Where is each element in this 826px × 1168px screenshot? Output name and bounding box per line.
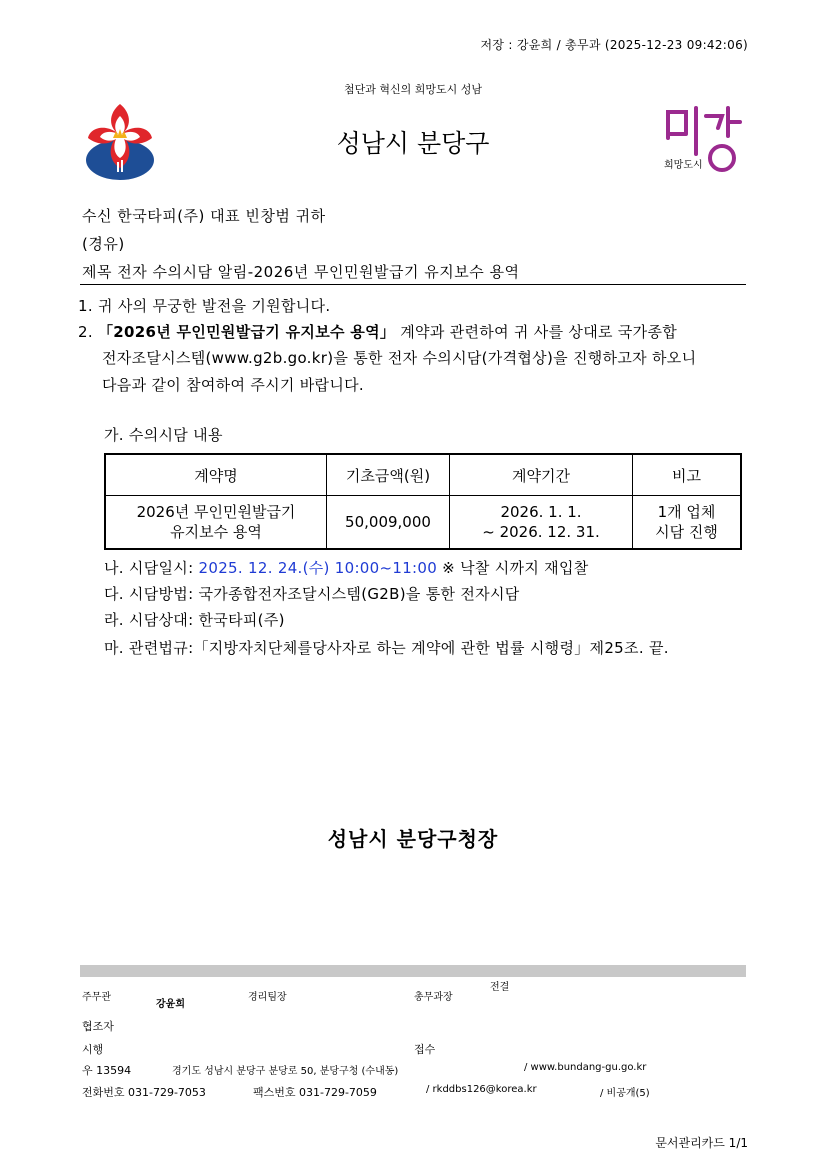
address: 경기도 성남시 분당구 분당로 50, 분당구청 (수내동) [172, 1066, 399, 1077]
drafter-name: 강윤희 [156, 999, 185, 1010]
reviewer-title: 경리팀장 [248, 992, 287, 1003]
paragraph-1: 1. 귀 사의 무궁한 발전을 기원합니다. [78, 297, 331, 315]
table-row [105, 496, 741, 550]
col-header-contract-name: 계약명 [105, 454, 327, 496]
col-header-base-amount: 기초금액(원) [327, 454, 450, 496]
subject-line: 제목 전자 수의시담 알림-2026년 무인민원발급기 유지보수 용역 [82, 263, 520, 281]
fax-number: 팩스번호 031-729-7059 [253, 1086, 377, 1099]
receipt-label: 접수 [414, 1043, 436, 1056]
email-link[interactable]: / rkddbs126@korea.kr [426, 1084, 537, 1095]
cell-contract-period [450, 496, 633, 550]
hope-city-brand-logo [664, 104, 746, 180]
via-line: (경유) [82, 235, 125, 253]
col-header-contract-period: 계약기간 [450, 454, 633, 496]
paragraph-2-number: 2. [78, 323, 93, 341]
section-ra: 라. 시담상대: 한국타피(주) [104, 611, 285, 629]
section-ma: 마. 관련법규:「지방자치단체를당사자로 하는 계약에 관한 법률 시행령」제25조. 끝. [104, 639, 669, 657]
cell-period-start: 2026. 1. 1. [500, 503, 582, 521]
section-da: 다. 시담방법: 국가종합전자조달시스템(G2B)을 통한 전자시담 [104, 585, 520, 603]
decision-mark: 전결 [490, 982, 510, 993]
paragraph-2-line-2: 전자조달시스템(www.g2b.go.kr)을 통한 전자 수의시담(가격협상)을 진행하고자 하오니 [102, 349, 697, 367]
postal-code: 우 13594 [82, 1064, 132, 1077]
drafter-title: 주무관 [82, 992, 111, 1003]
cell-contract-name-line-1: 2026년 무인민원발급기 [136, 503, 296, 521]
brand-small-text: 희망도시 [664, 160, 703, 171]
approver-title: 총무과장 [414, 992, 453, 1003]
paragraph-2-line-3: 다음과 같이 참여하여 주시기 바랍니다. [102, 376, 364, 394]
paragraph-2-rest: 계약과 관련하여 귀 사를 상대로 국가종합 [395, 323, 678, 341]
cell-note [633, 496, 742, 550]
col-header-note: 비고 [633, 454, 742, 496]
cooperator-label: 협조자 [82, 1020, 114, 1033]
issuer-signature: 성남시 분당구청장 [327, 827, 499, 851]
cell-base-amount: 50,009,000 [327, 496, 450, 550]
cell-contract-name-line-2: 유지보수 용역 [170, 523, 262, 541]
section-ga-heading: 가. 수의시담 내용 [104, 426, 223, 444]
execution-label: 시행 [82, 1043, 104, 1056]
paragraph-2-line-1 [78, 321, 677, 342]
contract-table [104, 453, 742, 550]
storage-meta: 저장 : 강윤희 / 총무과 (2025-12-23 09:42:06) [480, 38, 748, 52]
recipient-line: 수신 한국타피(주) 대표 빈창범 귀하 [82, 207, 326, 225]
cell-contract-name [105, 496, 327, 550]
department-title: 성남시 분당구 [336, 129, 490, 158]
cell-period-end: ~ 2026. 12. 31. [482, 523, 600, 541]
section-na [104, 557, 589, 578]
page-info: 문서관리카드 1/1 [655, 1136, 748, 1150]
cell-note-line-2: 시담 진행 [655, 523, 718, 541]
contract-name-bold: 「2026년 무인민원발급기 유지보수 용역」 [98, 323, 396, 341]
table-header-row [105, 454, 741, 496]
phone-number: 전화번호 031-729-7053 [82, 1086, 206, 1099]
slogan: 첨단과 혁신의 희망도시 성남 [343, 83, 482, 96]
cell-note-line-1: 1개 업체 [657, 503, 716, 521]
website-link[interactable]: / www.bundang-gu.go.kr [524, 1062, 647, 1073]
negotiation-datetime: 2025. 12. 24.(수) 10:00~11:00 [198, 559, 438, 577]
subject-divider [80, 284, 746, 285]
rebid-note: ※ 낙찰 시까지 재입찰 [437, 559, 589, 577]
section-na-label: 나. 시담일시: [104, 559, 199, 577]
disclosure-level: / 비공개(5) [600, 1088, 650, 1099]
footer-bar [80, 965, 746, 977]
